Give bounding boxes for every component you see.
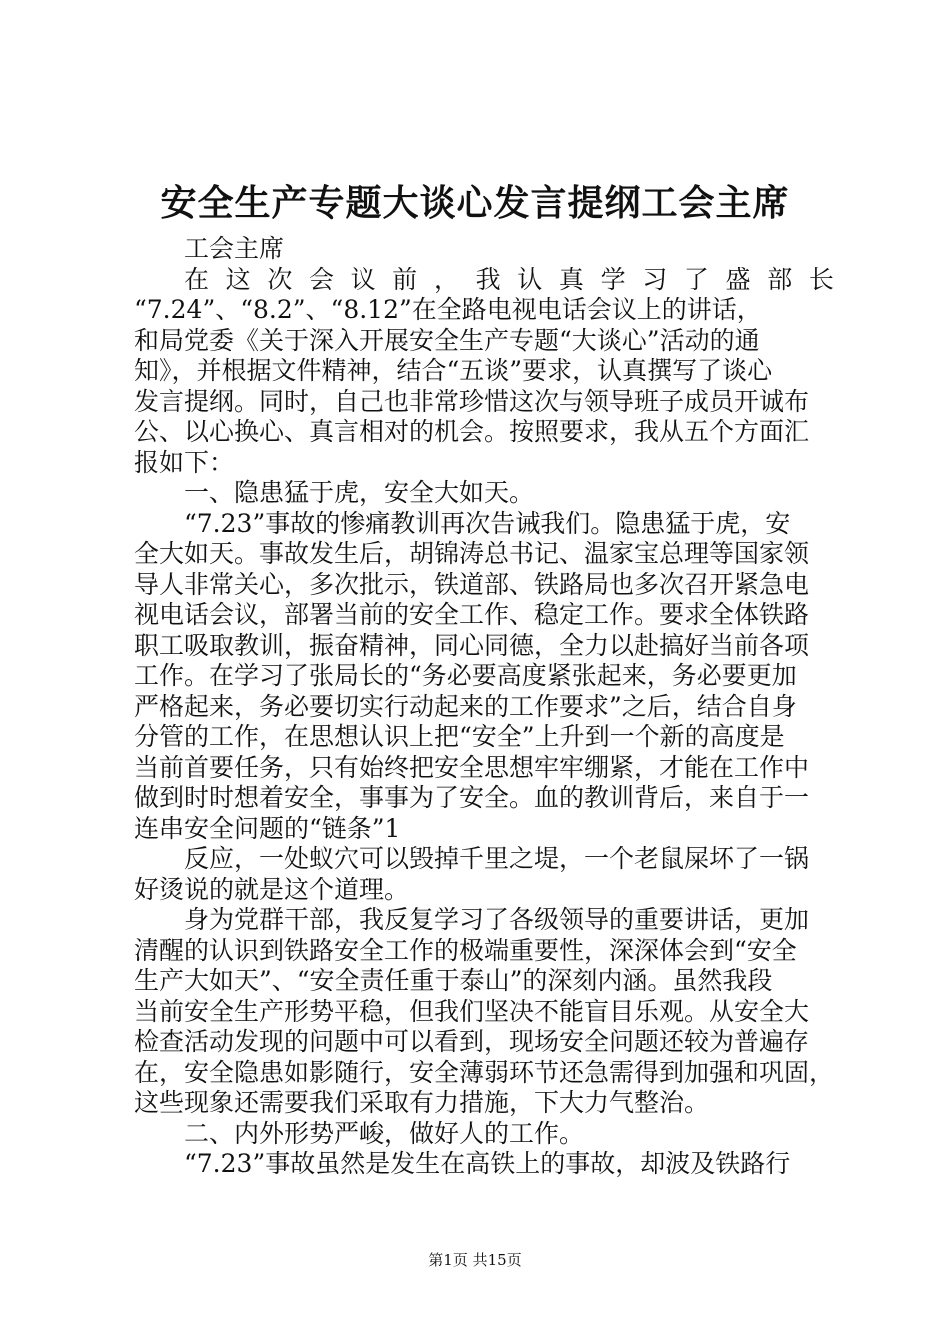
text-line: 工会主席 [184, 234, 285, 263]
text-line: 在 这 次 会 议 前 ， 我 认 真 学 习 了 盛 部 长 [184, 264, 834, 294]
text-line: 二、内外形势严峻，做好人的工作。 [184, 1118, 585, 1148]
page-footer: 第1页 共15页 [428, 1251, 522, 1269]
text-line: 当前首要任务，只有始终把安全思想牢牢绷紧，才能在工作中 [134, 752, 810, 782]
text-line: 分管的工作，在思想认识上把“安全”上升到一个新的高度是 [134, 722, 785, 751]
text-line: 做到时时想着安全，事事为了安全。血的教训背后，来自于一 [134, 783, 810, 812]
text-line: 在，安全隐患如影随行，安全薄弱环节还急需得到加强和巩固， [134, 1057, 835, 1087]
text-line: 公、以心换心、真言相对的机会。按照要求，我从五个方面汇 [134, 417, 810, 446]
text-line: 反应，一处蚁穴可以毁掉千里之堤，一个老鼠屎坏了一锅 [184, 844, 810, 873]
text-line: 工作。在学习了张局长的“务必要高度紧张起来，务必要更加 [134, 661, 797, 690]
text-line: 这些现象还需要我们采取有力措施，下大力气整治。 [134, 1088, 710, 1117]
text-line: 和局党委《关于深入开展安全生产专题“大谈心”活动的通 [134, 325, 760, 355]
text-line: 当前安全生产形势平稳，但我们坚决不能盲目乐观。从安全大 [134, 996, 810, 1026]
text-line: 导人非常关心，多次批示，铁道部、铁路局也多次召开紧急电 [134, 569, 810, 599]
text-line: 好烫说的就是这个道理。 [134, 874, 410, 904]
text-line: 连串安全问题的“链条”1 [134, 813, 401, 843]
text-line: 报如下： [134, 447, 235, 477]
text-line: 严格起来，务必要切实行动起来的工作要求”之后，结合自身 [134, 691, 797, 721]
document-body [134, 234, 834, 1180]
document-title: 安全生产专题大谈心发言提纲工会主席 [160, 182, 790, 224]
text-line: 职工吸取教训，振奋精神，同心同德，全力以赴搞好当前各项 [134, 630, 810, 660]
text-line: 一、隐患猛于虎，安全大如天。 [184, 478, 535, 507]
text-line: 知》，并根据文件精神，结合“五谈”要求，认真撰写了谈心 [134, 356, 773, 385]
text-line: 身为党群干部，我反复学习了各级领导的重要讲话，更加 [184, 905, 810, 934]
text-line: 视电话会议，部署当前的安全工作、稳定工作。要求全体铁路 [134, 600, 810, 629]
text-line: 检查活动发现的问题中可以看到，现场安全问题还较为普遍存 [134, 1027, 810, 1056]
text-line: 全大如天。事故发生后，胡锦涛总书记、温家宝总理等国家领 [134, 539, 810, 568]
text-line: “7.23”事故虽然是发生在高铁上的事故，却波及铁路行 [184, 1149, 791, 1178]
text-line: 发言提纲。同时，自己也非常珍惜这次与领导班子成员开诚布 [134, 386, 810, 416]
text-line: 生产大如天”、“安全责任重于泰山”的深刻内涵。虽然我段 [134, 966, 773, 995]
text-line: “7.23”事故的惨痛教训再次告诫我们。隐患猛于虎，安 [184, 508, 791, 538]
text-line: “7.24”、“8.2”、“8.12”在全路电视电话会议上的讲话， [134, 295, 762, 324]
text-line: 清醒的认识到铁路安全工作的极端重要性，深深体会到“安全 [134, 935, 797, 965]
